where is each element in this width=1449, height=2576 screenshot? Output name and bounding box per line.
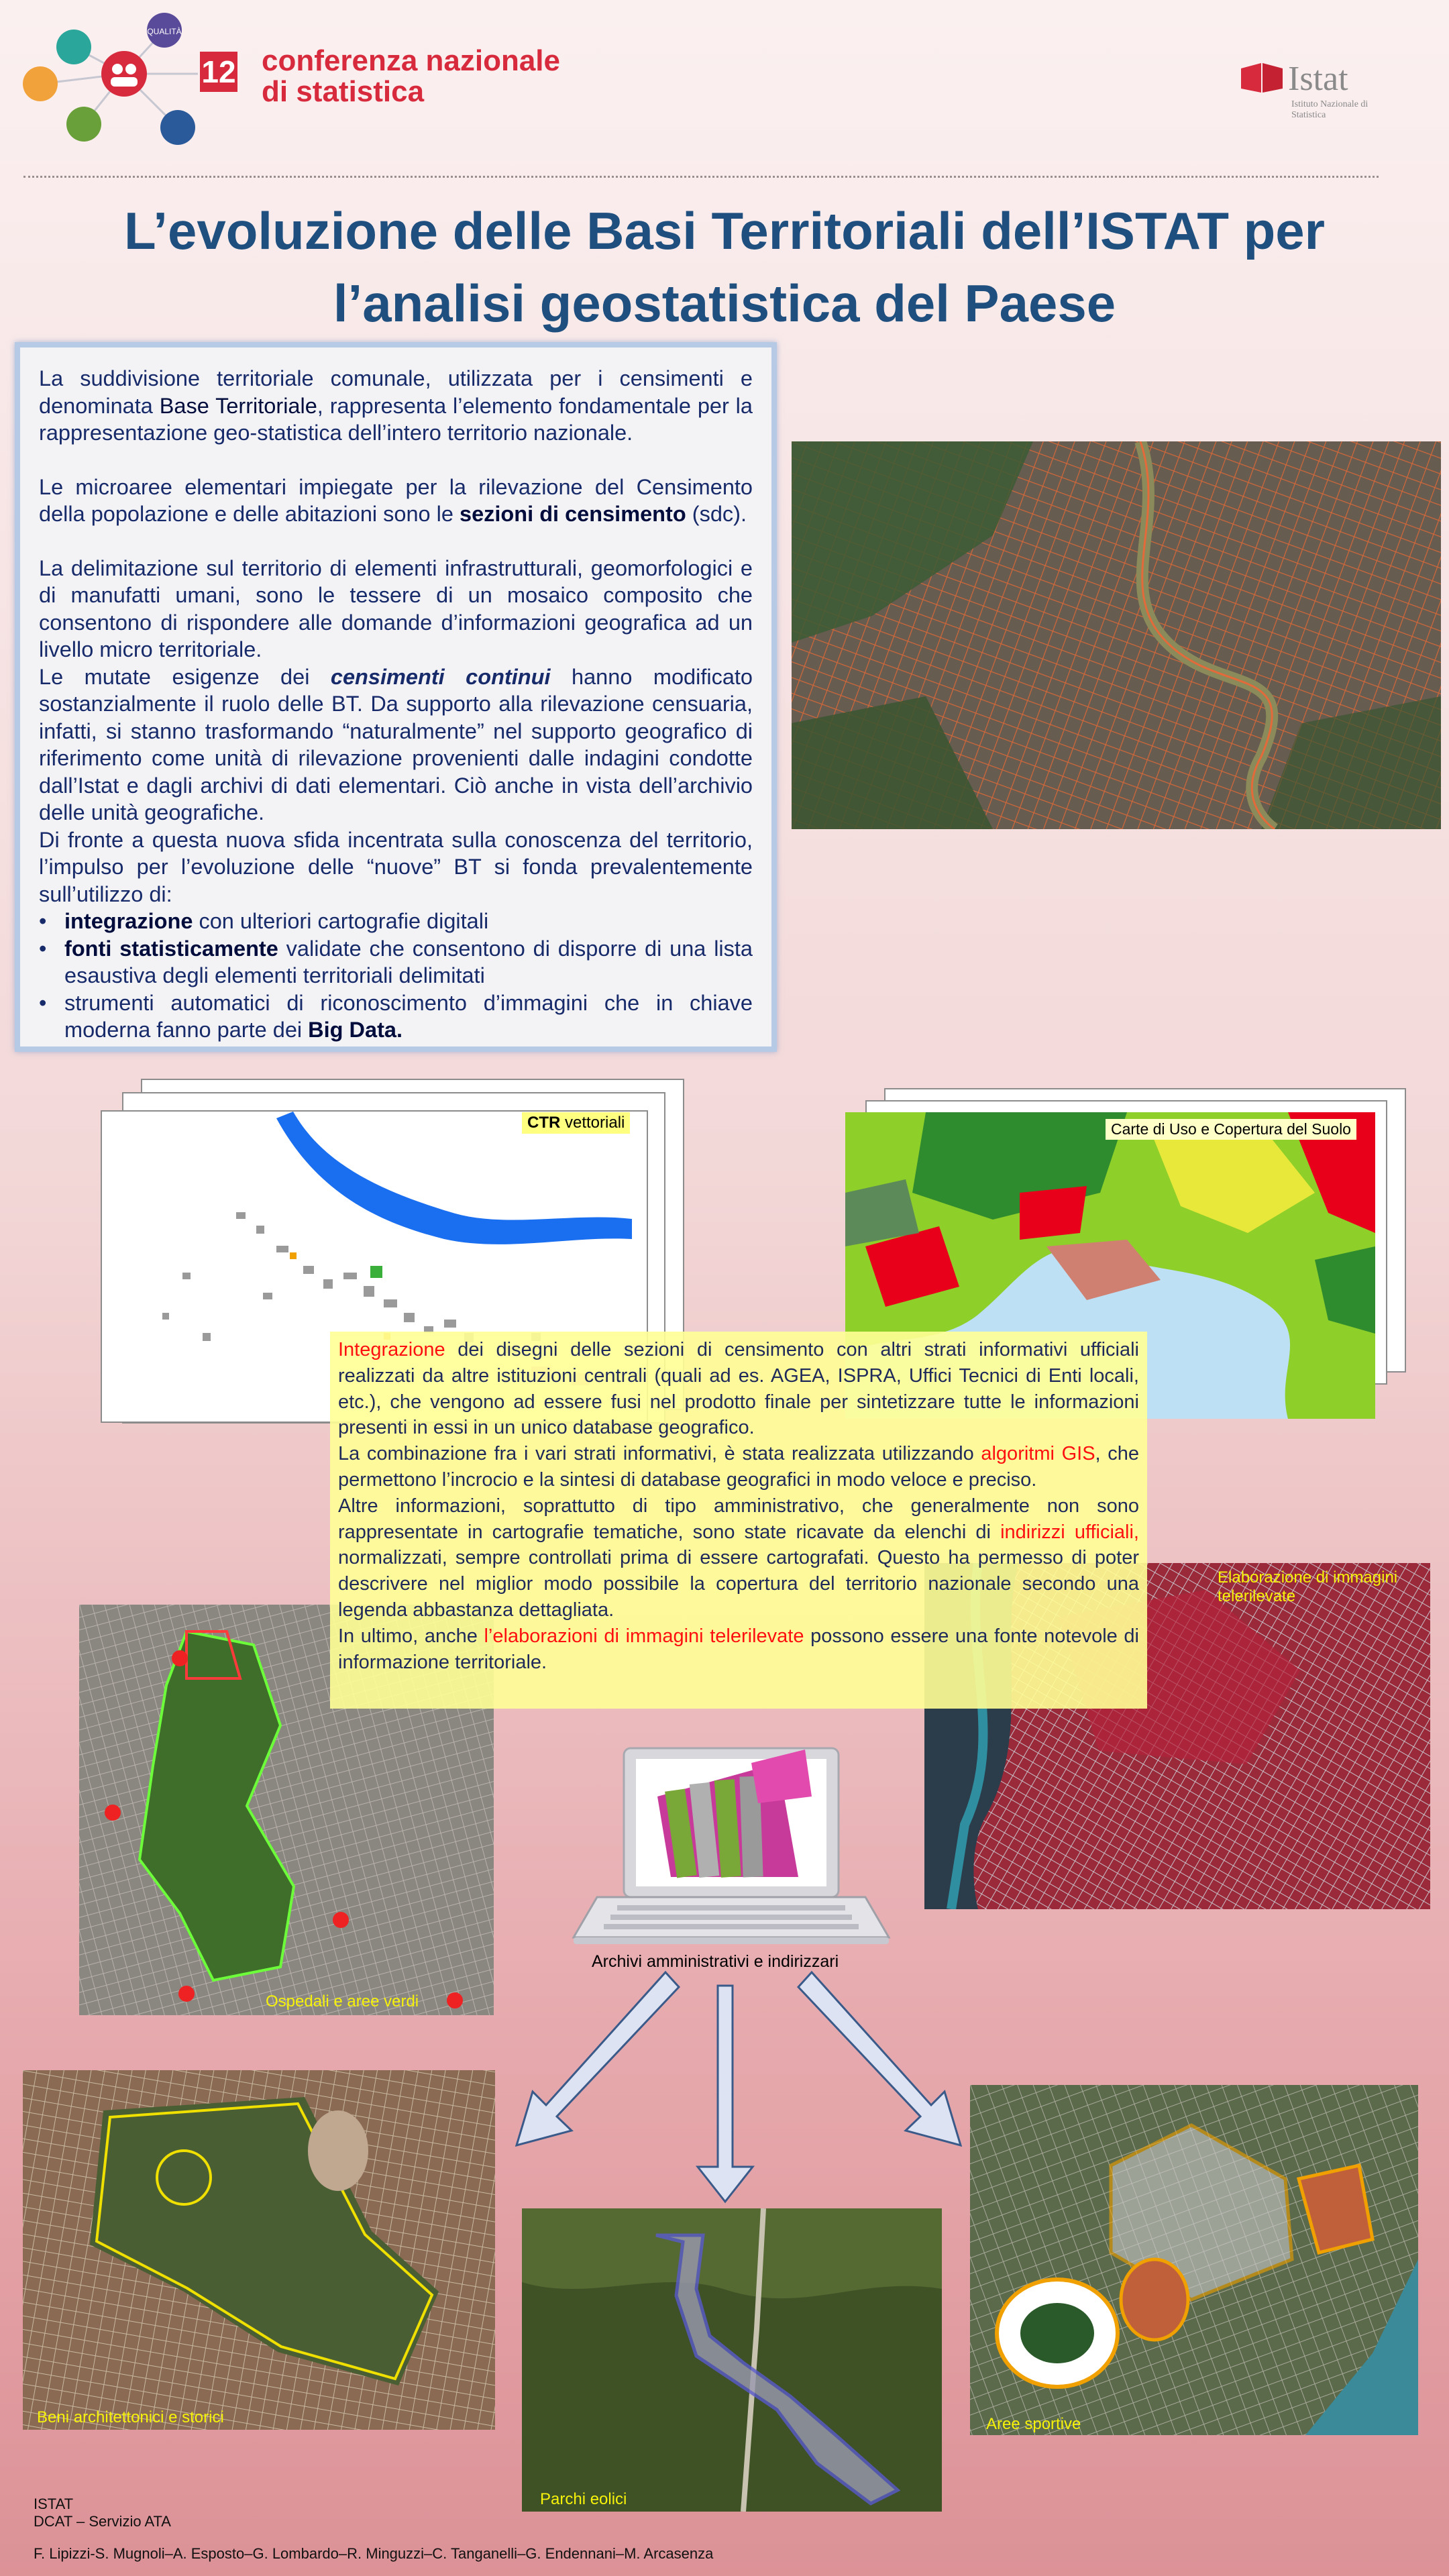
page-title: L’evoluzione delle Basi Territoriali dell’ISTAT per l’analisi geostatistica del Paese <box>123 201 1326 333</box>
archives-caption: Archivi amministrativi e indirizzari <box>592 1952 839 1971</box>
yellow-paragraph-2: La combinazione fra i vari strati informativi, è stata realizzata utilizzando algoritmi GIS, che permettono l’incrocio e la sintesi di database geografici in modo veloce e preciso. <box>338 1443 1139 1491</box>
yellow-paragraph-1: Integrazione dei disegni delle sezioni di censimento con altri strati informativi ufficiali realizzati da altre istituzioni centrali (quali ad es. AGEA, ISPRA, Uffici Tecnici di Enti locali, etc.), che vengono ad essere fusi nel prodotto finale per sintetizzare tutte le informazioni presenti in essi in un unico database geografico. <box>338 1339 1139 1439</box>
sports-caption: Aree sportive <box>986 2415 1081 2433</box>
yellow-paragraph-4: In ultimo, anche l’elaborazioni di immagini telerilevate possono essere una fonte notevole di informazione territoriale. <box>338 1625 1139 1673</box>
intro-paragraph-5: Di fronte a questa nuova sfida incentrata sulla conoscenza del territorio, l’impulso per l’evoluzione delle “nuove” BT si fonda prevalentemente sull’utilizzo di: <box>39 827 753 906</box>
laptop-archive-icon <box>570 1736 892 1957</box>
intro-bullet-list <box>39 908 753 1044</box>
conference-name: conferenza nazionale di statistica <box>262 44 561 108</box>
historic-buildings-map <box>23 2070 495 2430</box>
rome-census-sections-map <box>792 441 1441 829</box>
footer-org: ISTAT <box>34 2496 74 2512</box>
footer-authors: F. Lipizzi-S. Mugnoli–A. Esposto–G. Lombardo–R. Minguzzi–C. Tanganelli–G. Endennani–M. Arcasenza <box>34 2545 714 2562</box>
historic-caption: Beni architettonici e storici <box>37 2408 224 2426</box>
istat-logo <box>1240 62 1284 97</box>
intro-paragraph-4: Le mutate esigenze dei censimenti continui hanno modificato sostanzialmente il ruolo delle BT. Da supporto alla rilevazione censuaria, infatti, si stanno trasformando “naturalmente” nel supporto geografico di riferimento come unità di rilevazione provenienti dalle indagini condotte dall’Istat e dagli archivi di dati elementari. Ciò anche in vista dell’archivio delle unità geografiche. <box>39 664 753 824</box>
land-use-caption: Carte di Uso e Copertura del Suolo <box>1106 1119 1356 1140</box>
list-item: • strumenti automatici di riconoscimento d’immagini che in chiave moderna fanno parte dei Big Data. <box>64 989 753 1044</box>
istat-wordmark: Istat <box>1288 60 1348 98</box>
integration-textbox <box>330 1332 1147 1709</box>
list-item: • integrazione con ulteriori cartografie digitali <box>64 908 753 935</box>
flow-arrows <box>496 1966 979 2220</box>
hospitals-caption: Ospedali e aree verdi <box>266 1992 419 2010</box>
wind-farms-caption: Parchi eolici <box>540 2490 627 2508</box>
intro-textbox <box>15 342 777 1052</box>
sports-areas-map <box>970 2085 1418 2435</box>
header-divider <box>23 176 1379 178</box>
svg-text:QUALITÀ: QUALITÀ <box>147 27 182 36</box>
list-item: • fonti statisticamente validate che consentono di disporre di una lista esaustiva degli elementi territoriali delimitati <box>64 935 753 989</box>
intro-paragraph-3: La delimitazione sul territorio di elementi infrastrutturali, geomorfologici e di manufatti umani, sono le tessere di un mosaico composito che consentono di rispondere alle domande d’informazioni geografica ad un livello micro territoriale. <box>39 555 753 661</box>
yellow-paragraph-3: Altre informazioni, soprattutto di tipo amministrativo, che generalmente non sono rappresentate in cartografie tematiche, sono state ricavate da elenchi di indirizzi ufficiali, normalizzati, sempre controllati prima di essere cartografati. Questo ha permesso di poter descrivere nel miglior modo possibile la copertura del territorio nazionale secondo una legenda abbastanza dettagliata. <box>338 1495 1139 1621</box>
remote-sensing-caption: Elaborazione di immagini telerilevate <box>1218 1568 1398 1605</box>
wind-farms-map <box>522 2208 942 2512</box>
intro-paragraph-2: Le microaree elementari impiegate per la rilevazione del Censimento della popolazione e delle abitazioni sono le sezioni di censimento (sdc). <box>39 474 753 526</box>
intro-paragraph-1: La suddivisione territoriale comunale, utilizzata per i censimenti e denominata Base Territoriale, rappresenta l’elemento fondamentale per la rappresentazione geo-statistica dell’intero territorio nazionale. <box>39 366 753 445</box>
svg-text:12: 12 <box>201 54 236 89</box>
ctr-caption: CTR vettoriali <box>522 1112 630 1134</box>
istat-subtitle: Istituto Nazionale di Statistica <box>1291 99 1368 120</box>
footer-dept: DCAT – Servizio ATA <box>34 2513 171 2530</box>
